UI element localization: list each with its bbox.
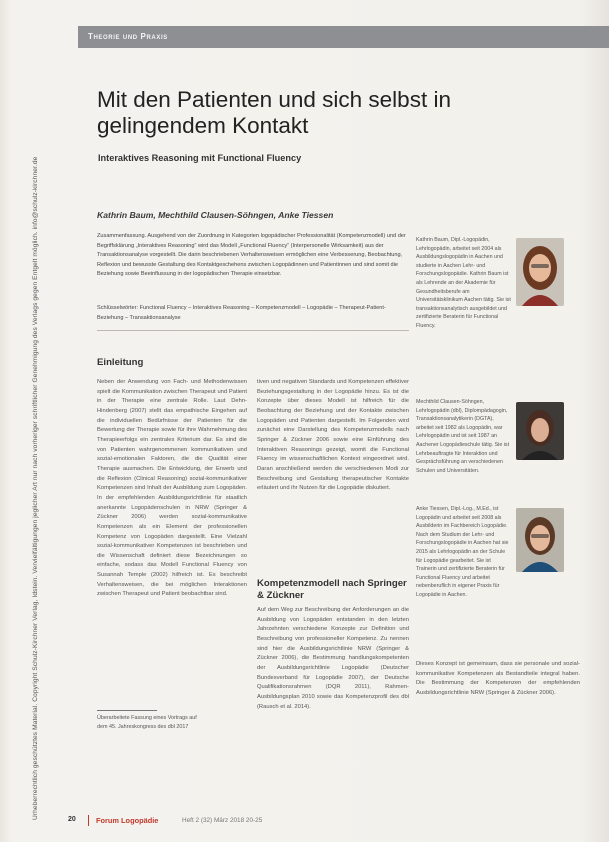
body-column-2-bottom <box>257 606 409 806</box>
author-photo-baum <box>516 238 564 306</box>
author-photo-tiessen <box>516 508 564 572</box>
bio-tiessen: Anke Tiessen, Dipl.-Log., M.Ed., ist Logopädin und arbeitet seit 2008 als Ausbilderin im Fachbereich Logopädie. Nach dem Studium der Lehr- und Forschungslogopädie in Aachen hat sie 2015 als Lehrlogopädin an der Schule für Logopädie gearbeitet. Sie ist Trainerin und zertifizierte Beraterin für Functional Fluency und arbeitet nebenberuflich in eigener Praxis für Logopädie in Aachen. <box>416 506 509 598</box>
rubric-label: Theorie und Praxis <box>88 32 168 41</box>
bio-clausen: Mechthild Clausen-Söhngen, Lehrlogopädin (dbl), Diplompädagogin, Transaktionsanalytikerin (DGTA), arbeitet seit 1982 als Logopädin, war Lehrlogopädin und ist seit 1987 an Aachener Logopädieschule tätig. Sie ist Lehrbeauftragte für Interaktion und Gesprächsführung an verschiedenen Schulen und Universitäten. <box>416 399 510 474</box>
intro-paragraph-col1: Neben der Anwendung von Fach- und Methodenwissen spielt die Kommunikation zwischen Therapeut und Patient in der Therapie eine zentrale Rolle. Laut Dehn-Hindenberg (2007) stellt das empathische Eingehen auf die individuellen Bedürfnisse der Patienten für die Bewertung der Therapie sowie für ihre Wahrnehmung des Therapieerfolgs ein zentrales Kriterium dar. Es sind die von Patienten wahrgenommenen kommunikativen und sozial-emotionalen Faktoren, die die Qualität einer Therapie ausmachen. Die Entwicklung, der Erwerb und die Reflexion (Clinical Reasoning) sozial-kommunikativer Kompetenzen sind Inhalt der Ausbildung zum Logopäden. In der empfehlenden Ausbildungsrichtlinie für staatlich anerkannte Logopädenschulen in NRW (Springer & Zückner 2006) werden sozial-kommunikative Kompetenzen als ein Element der professionellen Kompetenz von Logopäden dargestellt. Eine Vielzahl sozial-kommunikativer Kompetenzen ist beschrieben und die Wissenschaft definiert diese Bezeichnungen so einfache, sodass das Modell Functional Fluency von Susannah Temple (2002) hilfreich ist. Es beschreibt Verhaltensweisen, die bei möglichen Interaktionen zwischen Therapeut und Patient beobachtbar sind. <box>97 379 247 598</box>
intro-paragraph-col2: tiven und negativen Standards und Kompetenzen effektiver Beziehungsgestaltung in der Logopädie hinzu. Es ist die Konzepte über dieses Modell ist hilfreich für die Beobachtung der Beziehung und der Kontakte zwischen Logopäden und Patienten dargestellt. Im Folgenden wird zunächst eine Darstellung des Kompetenzmodells nach Springer & Zückner 2006 sowie eine Einführung des Interaktiven Reasonings gezeigt, womit die Functional Fluency im wissenschaftlichen Kontext eingeordnet wird. Daran anschließend werden die verschiedenen Modi zur Beschreibung und Gestaltung therapeutischer Kontakte erläutert und ihr Nutzen für die Logopädie diskutiert. <box>257 379 409 492</box>
article-authors: Kathrin Baum, Mechthild Clausen-Söhngen, Anke Tiessen <box>97 210 334 220</box>
page-number: 20 <box>68 816 76 823</box>
body-column-2-top <box>257 378 409 568</box>
model-paragraph: Auf dem Weg zur Beschreibung der Anforderungen an die Ausbildung von Logopäden entstanden in den letzten Jahrzehnten verschiedene Konzepte zur Definition und Beschreibung von professioneller Kompetenz. Zu nennen sind hier die Ausbildungsrichtlinie NRW (Springer & Zückner 2006), die Bestimmung handlungskompetenten der Ausbildungsrichtlinie Logopädie (Deutscher Bundesverband für Logopädie 2007), der Deutsche Qualifikationsrahmen (DQR 2011), Rahmen-Ausbildungsplan 2010 sowie das Kompetenzprofil des dbl (Rausch et al. 2014). <box>257 607 409 710</box>
right-column-text: Dieses Konzept ist gemeinsam, dass sie personale und sozial-kommunikative Kompetenzen als Bestandteile integral haben. Die Bestimmung der Kompetenzen der empfehlenden Ausbildungsrichtlinie NRW (Springer & Zückner 2006). <box>416 661 580 696</box>
heading-introduction: Einleitung <box>97 357 144 368</box>
footnote: Überarbeitete Fassung eines Vortrags auf dem 45. Jahreskongress des dbl 2017 <box>97 715 197 730</box>
section-rubric <box>78 26 609 48</box>
body-column-1 <box>97 378 247 706</box>
divider <box>97 330 409 331</box>
footer-separator <box>88 815 89 826</box>
issue-info: Heft 2 (32) März 2018 20-25 <box>182 817 263 824</box>
article-title: Mit den Patienten und sich selbst in gelingendem Kontakt <box>97 87 451 138</box>
author-photo-clausen <box>516 402 564 460</box>
copyright-side-note <box>22 40 39 820</box>
heading-competence-model: Kompetenzmodell nach Springer & Zückner <box>257 578 407 601</box>
abstract: Zusammenfassung. Ausgehend von der Zuordnung in Kategorien logopädischer Professionalität (Kompetenzmodell) und der Begriffsklärung „Interaktives Reasoning“ wird das Modell „Functional Fluency“ (Interpersonelle Wirksamkeit) aus der Transaktionsanalyse vorgestellt. Die darin beschriebenen Verhaltensweisen ermöglichen eine Verbesserung, Beobachtung, Reflexion und bewusste Gestaltung des Kontaktgeschehens zwischen Logopädinnen und Patientinnen und sind somit die Beziehung sowie Beeinflussung in der logopädischen Therapie einsetzbar. <box>97 233 406 278</box>
article-subtitle: Interaktives Reasoning mit Functional Fluency <box>98 153 302 163</box>
copyright-text: Urheberrechtlich geschütztes Material. Copyright Schulz-Kirchner Verlag, Idstein. Vervielfältigungen jeglicher Art nur nach vorheriger schriftlicher Genehmigung des Verlags gegen Entgelt möglich. info@schulz-kirchner.de <box>32 156 39 820</box>
bio-baum: Kathrin Baum, Dipl.-Logopädin, Lehrlogopädin, arbeitet seit 2004 als Ausbildungslogopädin in Aachen und studierte in Aachen Lehr- und Forschungslogopädie. Kathrin Baum ist als Lehrende an der Akademie für Gesundheitsberufe am Universitätsklinikum Aachen tätig. Sie ist transaktionsanalytisch ausgebildet und zertifizierte Beraterin für Functional Fluency. <box>416 237 511 329</box>
keywords: Schlüsselwörter: Functional Fluency – Interaktives Reasoning – Kompetenzmodell – Logopädie – Therapeut-Patient-Beziehung – Transaktionsanalyse <box>97 305 386 321</box>
page-footer <box>62 815 582 827</box>
footnote-rule <box>97 710 157 711</box>
magazine-name: Forum Logopädie <box>96 816 159 825</box>
